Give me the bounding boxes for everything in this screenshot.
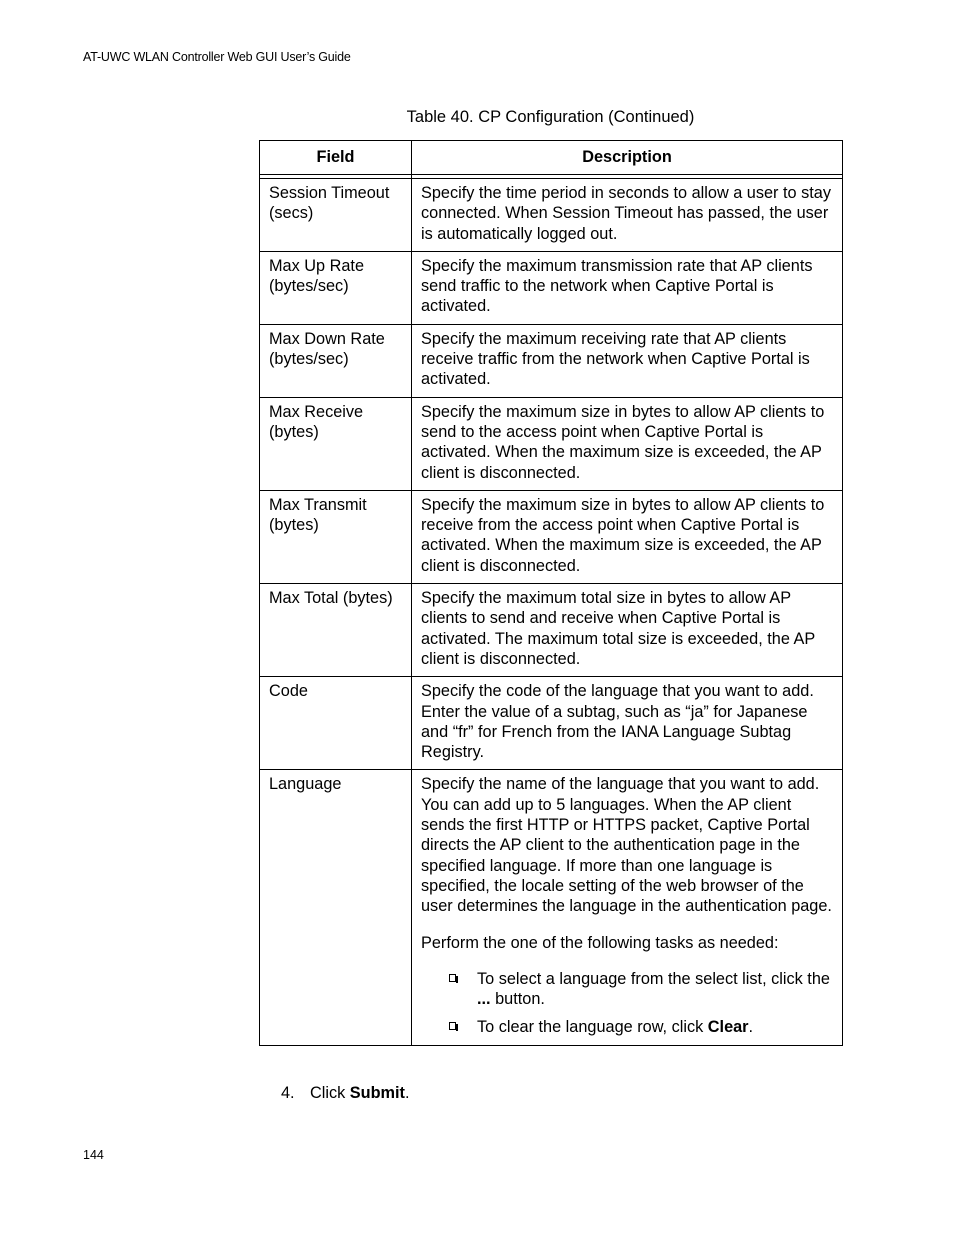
table-header-row (260, 141, 843, 175)
table-row (260, 770, 843, 1045)
table-row (260, 490, 843, 583)
task-list (421, 969, 833, 1038)
description-paragraph: Perform the one of the following tasks as needed: (421, 933, 779, 952)
table-row (260, 677, 843, 770)
field-cell: Max Total (bytes) (260, 584, 412, 677)
description-cell: Specify the time period in seconds to allow a user to stay connected. When Session Timeout has passed, the user is automatically logged out. (412, 179, 843, 252)
table-caption: Table 40. CP Configuration (Continued) (406, 108, 695, 126)
field-cell: Code (260, 677, 412, 770)
running-header: AT-UWC WLAN Controller Web GUI User’s Guide (83, 50, 351, 64)
clear-button-reference: Clear (707, 1018, 749, 1037)
submit-button-reference: Submit (349, 1084, 405, 1102)
procedure-step: 4. Click Submit. (281, 1084, 410, 1102)
ellipsis-button-reference: ... (477, 990, 491, 1009)
task-list-item: To clear the language row, click Clear. (421, 1017, 833, 1037)
column-header-description: Description (412, 141, 843, 175)
field-cell: Session Timeout (secs) (260, 179, 412, 252)
checkbox-bullet-icon (449, 1022, 456, 1030)
description-cell: Specify the maximum transmission rate that AP clients send traffic to the network when Captive Portal is activated. (412, 251, 843, 324)
step-number: 4. (281, 1084, 295, 1102)
description-cell: Specify the maximum receiving rate that AP clients receive traffic from the network when Captive Portal is activated. (412, 324, 843, 397)
field-cell: Max Receive (bytes) (260, 397, 412, 490)
table-row (260, 397, 843, 490)
column-header-field: Field (260, 141, 412, 175)
field-cell: Max Down Rate (bytes/sec) (260, 324, 412, 397)
description-cell: Specify the maximum total size in bytes to allow AP clients to send and receive when Captive Portal is activated. The maximum total size is exceeded, the AP client is disconnected. (412, 584, 843, 677)
table-row (260, 584, 843, 677)
description-cell: Specify the code of the language that you want to add. Enter the value of a subtag, such as “ja” for Japanese and “fr” for French from the IANA Language Subtag Registry. (412, 677, 843, 770)
description-paragraph: Specify the name of the language that you want to add. You can add up to 5 languages. When the AP client sends the first HTTP or HTTPS packet, Captive Portal directs the AP client to the authentication page in the specified language. If more than one language is specified, the locale setting of the web browser of the user determines the language in the authentication page. (421, 775, 832, 916)
checkbox-bullet-icon (449, 974, 456, 982)
field-cell: Max Up Rate (bytes/sec) (260, 251, 412, 324)
cp-configuration-table (259, 140, 843, 1046)
field-cell: Language (260, 770, 412, 1045)
description-cell: Specify the maximum size in bytes to allow AP clients to receive from the access point when Captive Portal is activated. When the maximum size is exceeded, the AP client is disconnected. (412, 490, 843, 583)
description-cell (412, 770, 843, 1045)
field-cell: Max Transmit (bytes) (260, 490, 412, 583)
table-row (260, 324, 843, 397)
description-cell: Specify the maximum size in bytes to allow AP clients to send to the access point when Captive Portal is activated. When the maximum size is exceeded, the AP client is disconnected. (412, 397, 843, 490)
page-number: 144 (83, 1148, 104, 1162)
table-row (260, 251, 843, 324)
task-list-item: To select a language from the select list, click the ... button. (421, 969, 833, 1010)
table-row (260, 179, 843, 252)
